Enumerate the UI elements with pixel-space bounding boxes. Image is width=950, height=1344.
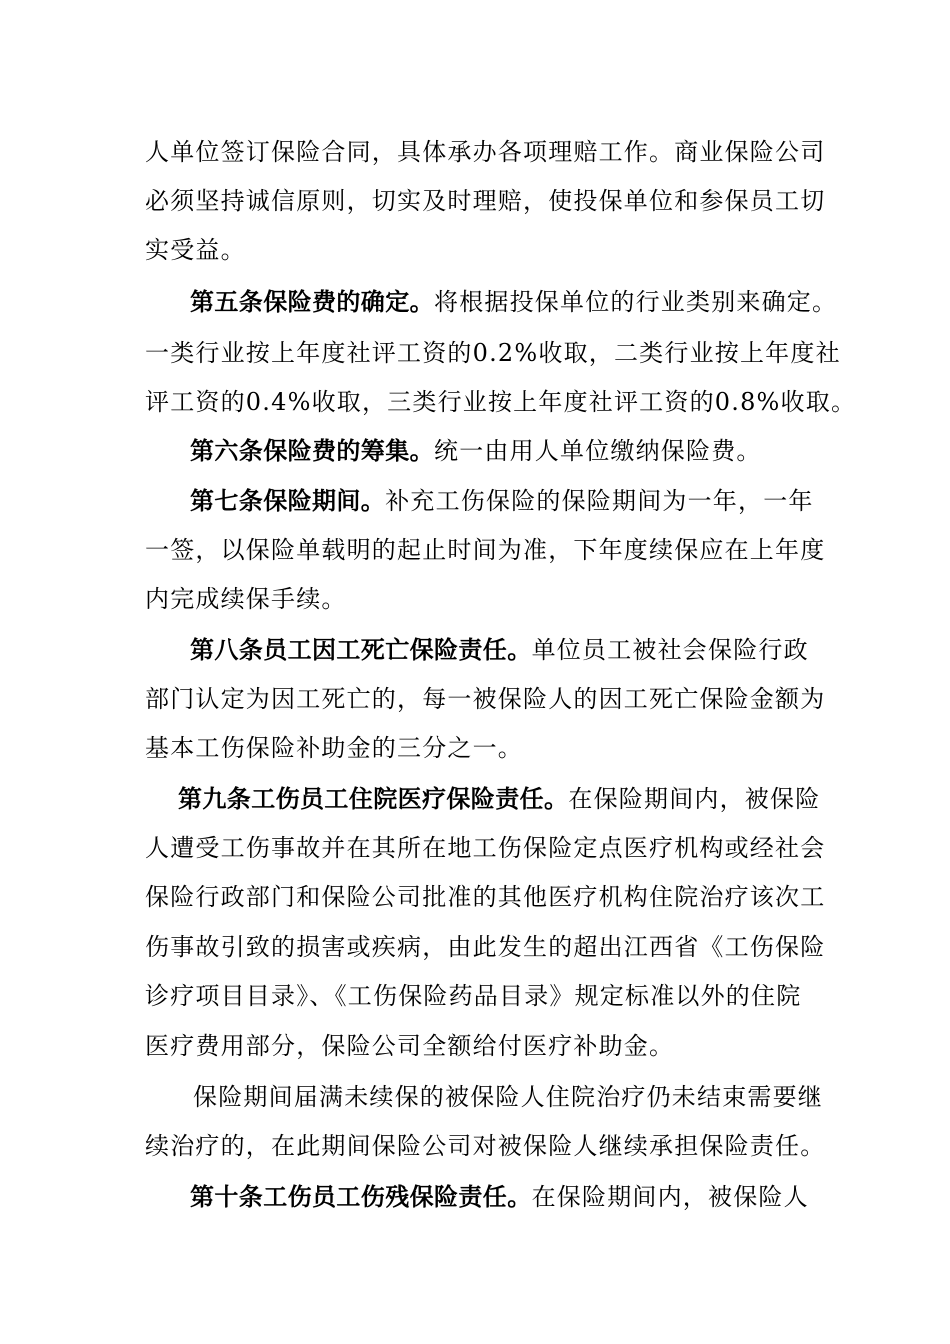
text-line: 基本工伤保险补助金的三分之一。 [145, 734, 523, 762]
text-line: 内完成续保手续。 [145, 585, 347, 613]
text-line: 保险期间届满未续保的被保险人住院治疗仍未结束需要继 [193, 1083, 823, 1111]
article-heading: 第九条工伤员工住院医疗保险责任。 [178, 785, 569, 813]
article-heading: 第八条员工因工死亡保险责任。 [190, 636, 532, 664]
text-line: 诊疗项目目录》、《工伤保险药品目录》规定标准以外的住院 [145, 982, 802, 1010]
text-line: 实受益。 [145, 236, 246, 264]
article-heading: 第十条工伤员工伤残保险责任。 [190, 1183, 532, 1211]
text-line: 保险行政部门和保险公司批准的其他医疗机构住院治疗该次工 [145, 883, 826, 911]
text-line: 续治疗的，在此期间保险公司对被保险人继续承担保险责任。 [145, 1132, 826, 1160]
article-heading: 第七条保险期间。 [190, 487, 386, 515]
text-line: 一签，以保险单载明的起止时间为准，下年度续保应在上年度 [145, 536, 826, 564]
article-heading: 第六条保险费的筹集。 [190, 437, 434, 465]
text-line: 必须坚持诚信原则，切实及时理赔，使投保单位和参保员工切 [145, 187, 826, 215]
text-line: 人单位签订保险合同，具体承办各项理赔工作。商业保险公司 [145, 138, 826, 166]
article-6-line: 第六条保险费的筹集。统一由用人单位缴纳保险费。 [190, 437, 762, 465]
text-line: 伤事故引致的损害或疾病，由此发生的超出江西省《工伤保险 [145, 933, 826, 961]
article-heading: 第五条保险费的确定。 [190, 288, 434, 316]
text-line: 医疗费用部分，保险公司全额给付医疗补助金。 [145, 1032, 675, 1060]
text-line: 人遭受工伤事故并在其所在地工伤保险定点医疗机构或经社会 [145, 834, 826, 862]
article-5-line: 第五条保险费的确定。将根据投保单位的行业类别来确定。 [190, 288, 838, 316]
article-7-line: 第七条保险期间。补充工伤保险的保险期间为一年，一年 [190, 487, 814, 515]
text-line: 部门认定为因工死亡的，每一被保险人的因工死亡保险金额为 [145, 685, 826, 713]
text-line: 评工资的0.4%收取，三类行业按上年度社评工资的0.8%收取。 [145, 388, 857, 416]
article-10-line: 第十条工伤员工伤残保险责任。在保险期间内，被保险人 [190, 1183, 809, 1211]
article-8-line: 第八条员工因工死亡保险责任。单位员工被社会保险行政 [190, 636, 809, 664]
text-line: 一类行业按上年度社评工资的0.2%收取，二类行业按上年度社 [145, 339, 841, 367]
article-9-line: 第九条工伤员工住院医疗保险责任。在保险期间内，被保险 [178, 785, 821, 813]
